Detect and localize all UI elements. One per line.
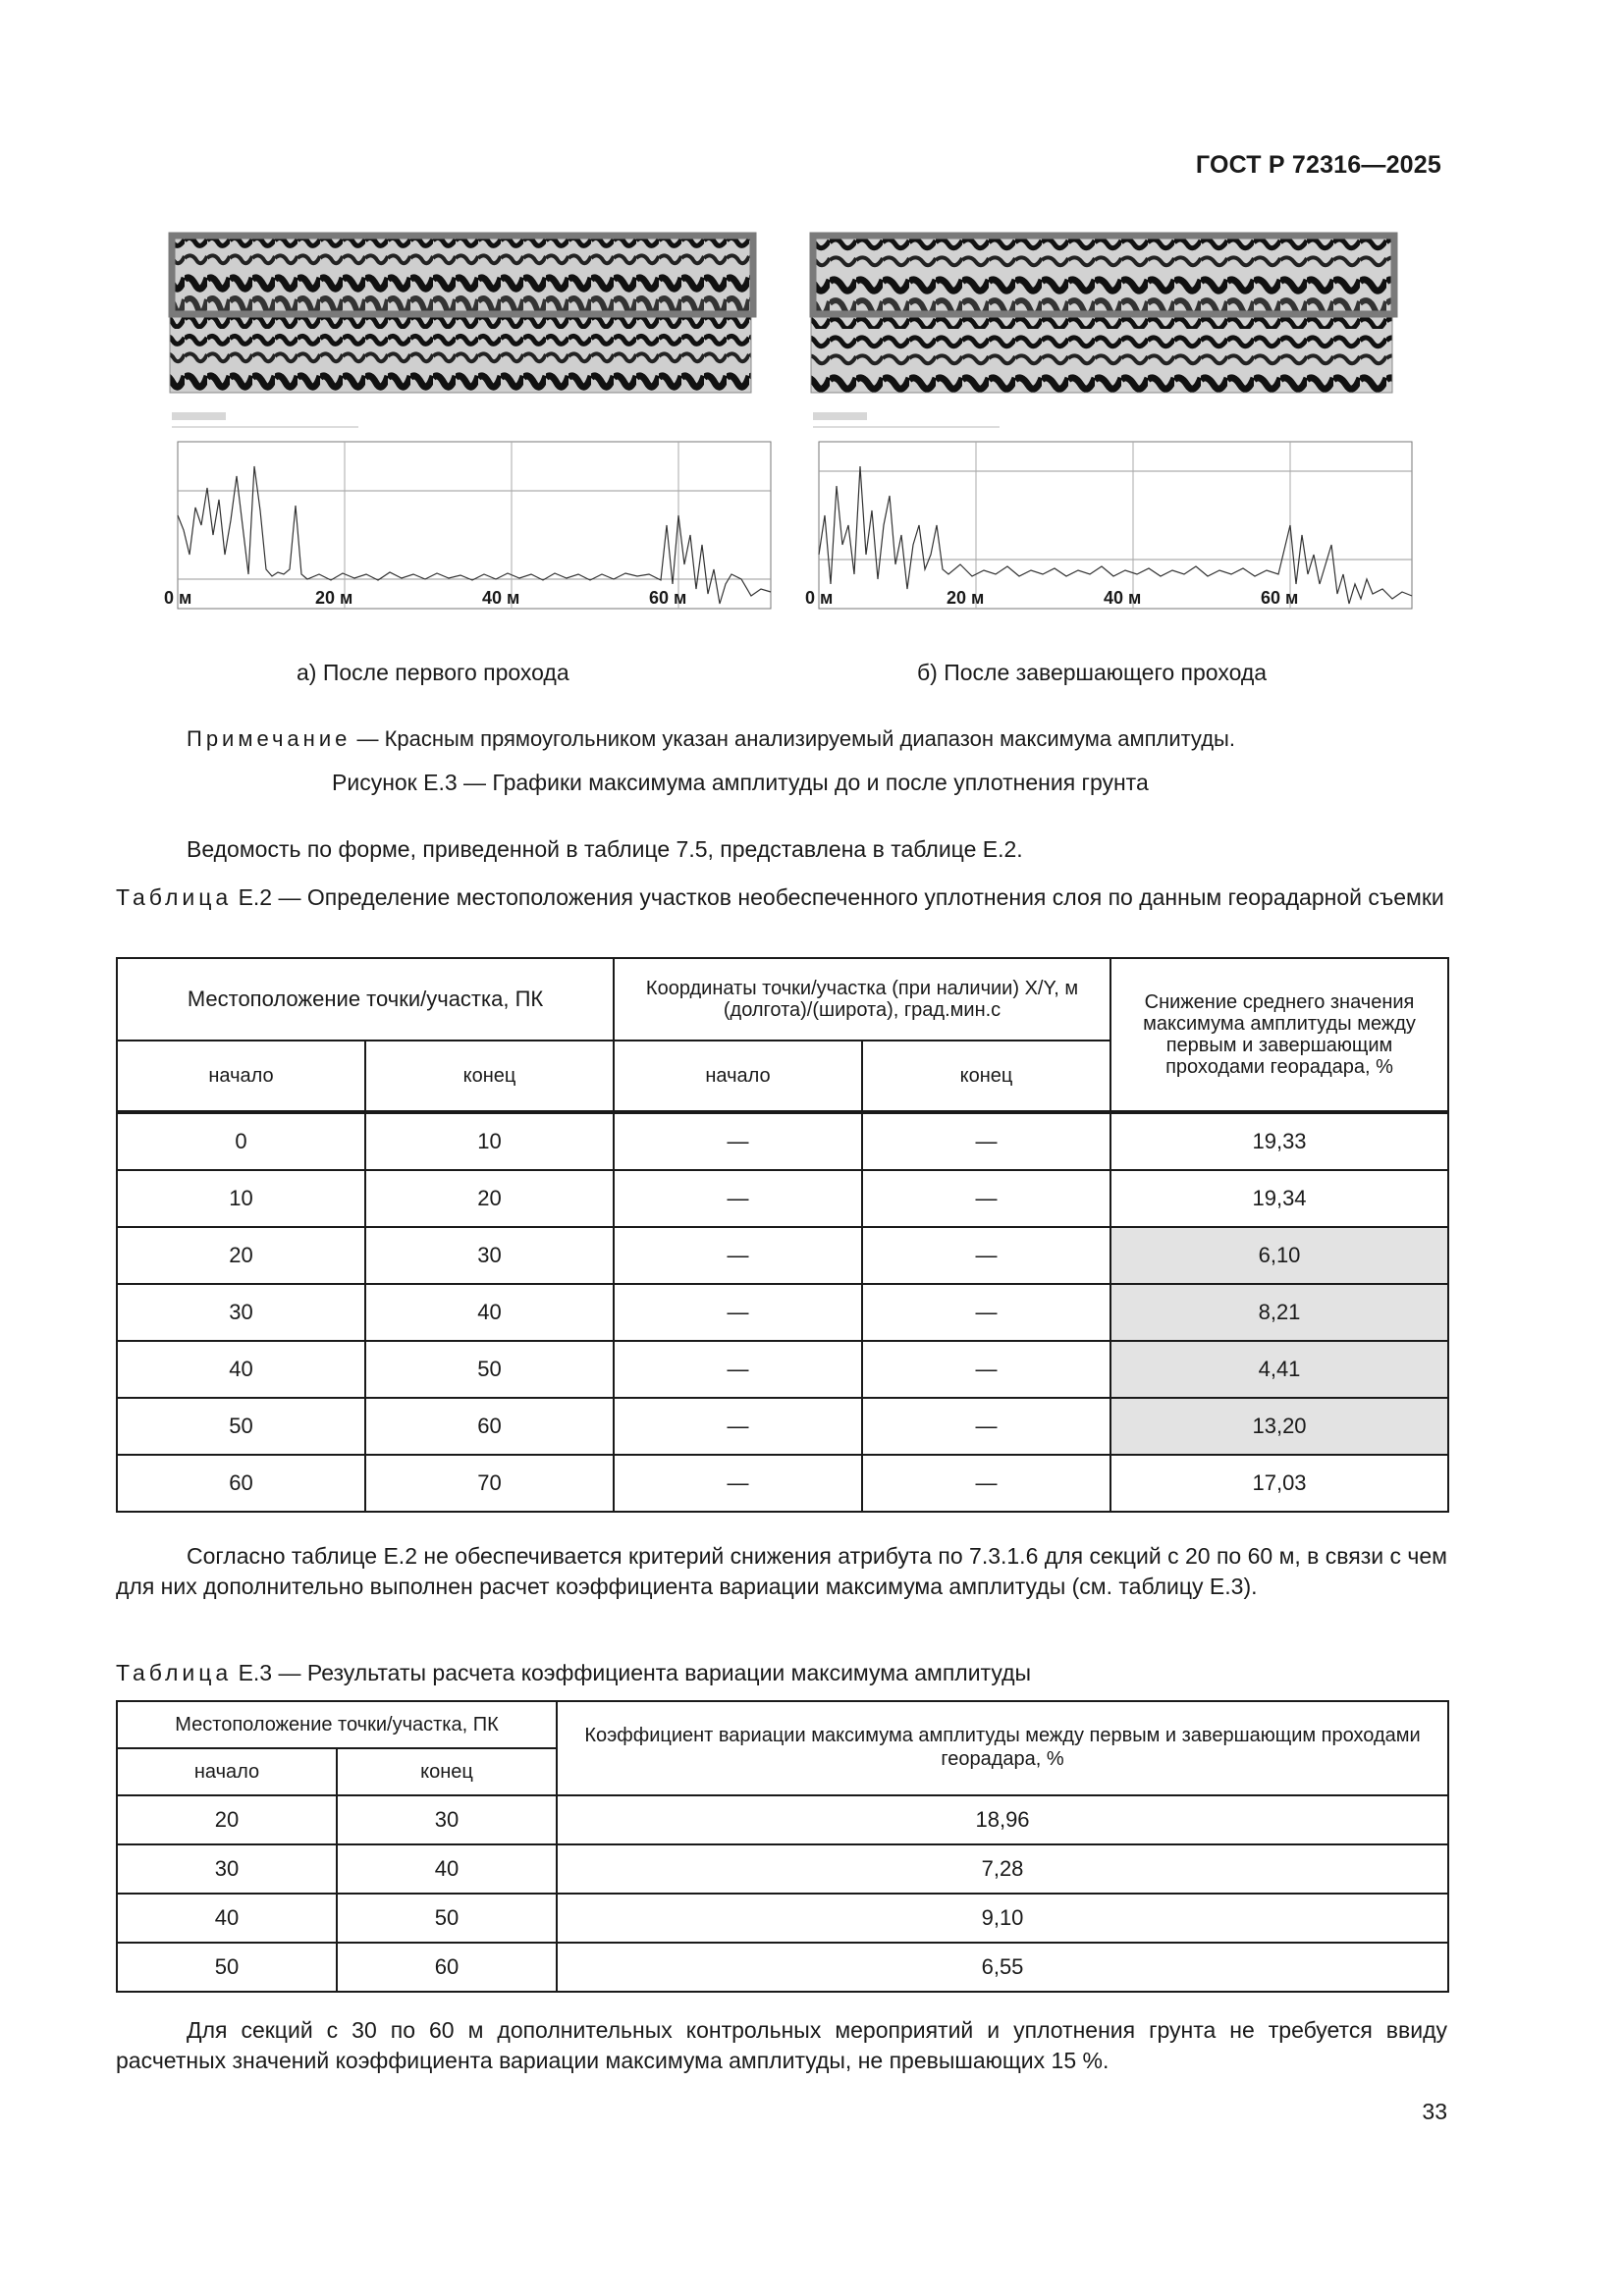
header-reduction: Снижение среднего значения максимума амплитуды между первым и завершающим проходами георадара, % xyxy=(1110,958,1448,1112)
cell-start: 50 xyxy=(117,1398,365,1455)
cell-start: 10 xyxy=(117,1170,365,1227)
header-start: начало xyxy=(117,1748,337,1795)
table-row xyxy=(117,1112,1448,1170)
cell-coord-start: — xyxy=(614,1398,862,1455)
cell-end: 20 xyxy=(365,1170,614,1227)
cell-coord-end: — xyxy=(862,1398,1110,1455)
subfigure-caption-a: а) После первого прохода xyxy=(297,660,569,685)
table-caption xyxy=(116,1659,1447,1686)
cell-start: 20 xyxy=(117,1795,337,1844)
table-e2 xyxy=(116,957,1449,1513)
table-caption-text: Е.3 — Результаты расчета коэффициента вариации максимума амплитуды xyxy=(238,1660,1032,1685)
cell-end: 10 xyxy=(365,1112,614,1170)
cell-start: 30 xyxy=(117,1284,365,1341)
table-row xyxy=(117,1455,1448,1512)
paragraph: Согласно таблице Е.2 не обеспечивается критерий снижения атрибута по 7.3.1.6 для секций с 20 по 60 м, в связи с чем для них дополнительно выполнен расчет коэффициента вариации максимума амплитуды (см. таблицу Е.3). xyxy=(116,1543,1447,1599)
figure-panel-b xyxy=(803,231,1432,623)
cell-start: 0 xyxy=(117,1112,365,1170)
cell-value: 6,10 xyxy=(1110,1227,1448,1284)
cell-end: 30 xyxy=(337,1795,557,1844)
header-coefficient: Коэффициент вариации максимума амплитуды между первым и завершающим проходами георадара, % xyxy=(557,1701,1448,1795)
cell-coord-start: — xyxy=(614,1284,862,1341)
cell-start: 40 xyxy=(117,1894,337,1943)
cell-end: 60 xyxy=(365,1398,614,1455)
x-tick: 0 м xyxy=(805,588,834,608)
table-e2-body xyxy=(117,1112,1448,1512)
cell-start: 60 xyxy=(117,1455,365,1512)
cell-coord-start: — xyxy=(614,1341,862,1398)
cell-value: 8,21 xyxy=(1110,1284,1448,1341)
header-end: конец xyxy=(365,1041,614,1112)
cell-coord-end: — xyxy=(862,1112,1110,1170)
cell-end: 50 xyxy=(365,1341,614,1398)
header-location: Местоположение точки/участка, ПК xyxy=(117,1701,557,1748)
header-coord-end: конец xyxy=(862,1041,1110,1112)
cell-start: 50 xyxy=(117,1943,337,1992)
note-text: — Красным прямоугольником указан анализируемый диапазон максимума амплитуды. xyxy=(356,726,1235,751)
cell-start: 20 xyxy=(117,1227,365,1284)
header-start: начало xyxy=(117,1041,365,1112)
cell-coord-start: — xyxy=(614,1227,862,1284)
page-header: ГОСТ Р 72316—2025 xyxy=(1195,151,1441,179)
cell-end: 40 xyxy=(337,1844,557,1894)
x-tick: 0 м xyxy=(164,588,192,608)
x-tick: 60 м xyxy=(1261,588,1299,608)
paragraph: Для секций с 30 по 60 м дополнительных контрольных мероприятий и уплотнения грунта не требуется ввиду расчетных значений коэффициента вариации максимума амплитуды, не превышающих 15 %. xyxy=(116,2017,1447,2073)
x-axis-ticks-b xyxy=(803,588,1432,617)
cell-value: 17,03 xyxy=(1110,1455,1448,1512)
x-tick: 40 м xyxy=(1104,588,1142,608)
cell-coord-start: — xyxy=(614,1455,862,1512)
header-coord-start: начало xyxy=(614,1041,862,1112)
radargram-and-amplitude-plot-a xyxy=(162,231,790,623)
header-coordinates: Координаты точки/участка (при наличии) X/Y, м (долгота)/(широта), град.мин.с xyxy=(614,958,1110,1041)
table-e3 xyxy=(116,1700,1449,1993)
header-location: Местоположение точки/участка, ПК xyxy=(117,958,614,1041)
figure-panel-a xyxy=(162,231,790,623)
table-row xyxy=(117,1284,1448,1341)
header-end: конец xyxy=(337,1748,557,1795)
cell-end: 30 xyxy=(365,1227,614,1284)
table-e3-body xyxy=(117,1795,1448,1992)
cell-coord-end: — xyxy=(862,1227,1110,1284)
cell-end: 60 xyxy=(337,1943,557,1992)
table-row xyxy=(117,1398,1448,1455)
cell-coord-start: — xyxy=(614,1112,862,1170)
table-caption xyxy=(116,883,1447,911)
table-caption-text: Е.2 — Определение местоположения участков необеспеченного уплотнения слоя по данным георадарной съемки xyxy=(238,884,1444,910)
cell-coord-start: — xyxy=(614,1170,862,1227)
cell-start: 40 xyxy=(117,1341,365,1398)
cell-coord-end: — xyxy=(862,1284,1110,1341)
x-tick: 40 м xyxy=(482,588,520,608)
note-label: Примечание xyxy=(187,726,352,751)
cell-value: 4,41 xyxy=(1110,1341,1448,1398)
x-axis-ticks-a xyxy=(162,588,790,617)
cell-start: 30 xyxy=(117,1844,337,1894)
x-tick: 20 м xyxy=(947,588,985,608)
radargram-and-amplitude-plot-b xyxy=(803,231,1432,623)
table-row xyxy=(117,1795,1448,1844)
x-tick: 20 м xyxy=(315,588,353,608)
table-row xyxy=(117,1844,1448,1894)
cell-value: 9,10 xyxy=(557,1894,1448,1943)
table-row xyxy=(117,1894,1448,1943)
cell-coord-end: — xyxy=(862,1455,1110,1512)
table-row xyxy=(117,1170,1448,1227)
figure-note xyxy=(187,726,1235,752)
cell-value: 7,28 xyxy=(557,1844,1448,1894)
table-row xyxy=(117,1341,1448,1398)
cell-end: 40 xyxy=(365,1284,614,1341)
cell-value: 19,33 xyxy=(1110,1112,1448,1170)
page-number: 33 xyxy=(1422,2099,1447,2124)
cell-value: 13,20 xyxy=(1110,1398,1448,1455)
table-row xyxy=(117,1227,1448,1284)
cell-end: 70 xyxy=(365,1455,614,1512)
figure-caption: Рисунок Е.3 — Графики максимума амплитуды до и после уплотнения грунта xyxy=(332,770,1149,795)
paragraph: Ведомость по форме, приведенной в таблице 7.5, представлена в таблице Е.2. xyxy=(187,836,1023,862)
table-caption-label: Таблица xyxy=(116,884,233,910)
cell-end: 50 xyxy=(337,1894,557,1943)
cell-value: 18,96 xyxy=(557,1795,1448,1844)
cell-value: 19,34 xyxy=(1110,1170,1448,1227)
cell-value: 6,55 xyxy=(557,1943,1448,1992)
cell-coord-end: — xyxy=(862,1170,1110,1227)
subfigure-caption-b: б) После завершающего прохода xyxy=(917,660,1268,685)
table-caption-label: Таблица xyxy=(116,1660,233,1685)
table-row xyxy=(117,1943,1448,1992)
cell-coord-end: — xyxy=(862,1341,1110,1398)
x-tick: 60 м xyxy=(649,588,687,608)
